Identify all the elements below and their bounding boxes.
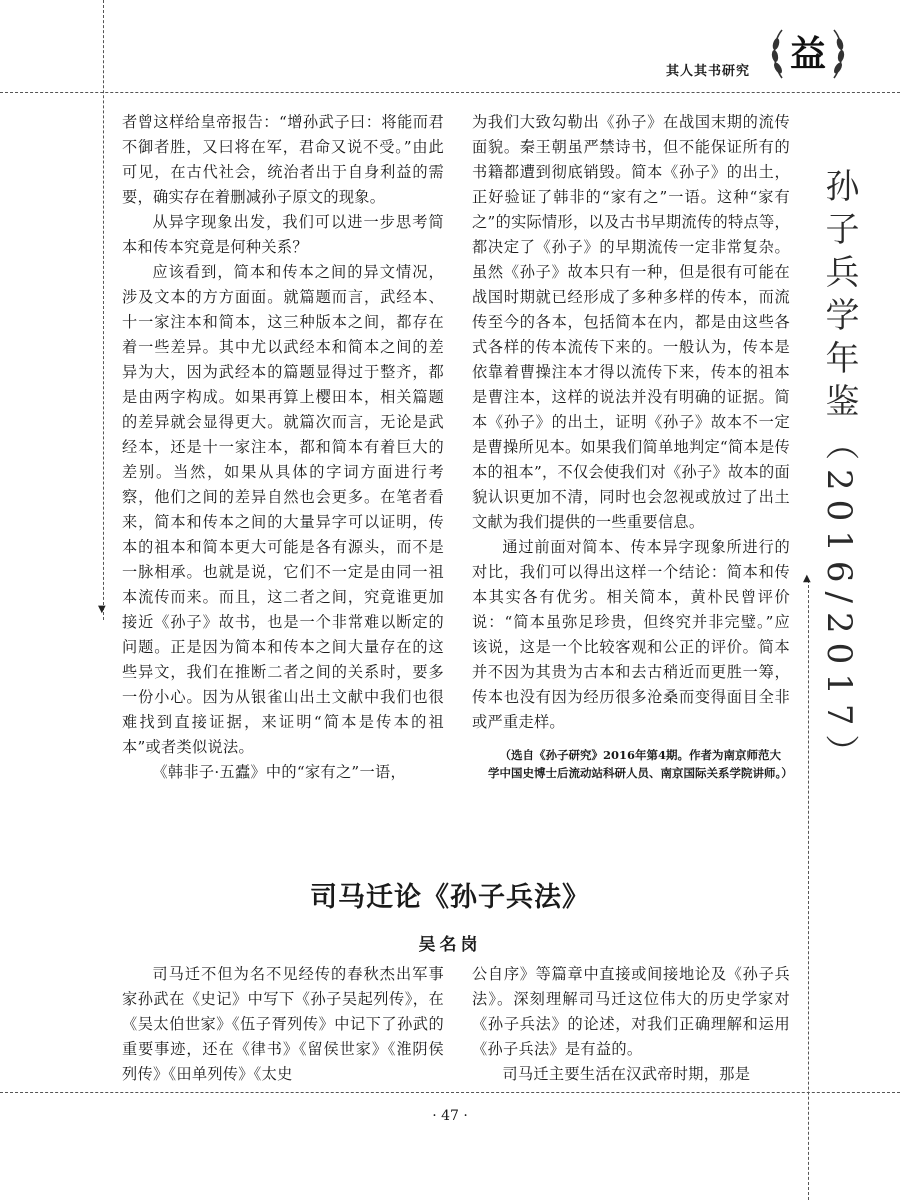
paragraph: 通过前面对简本、传本异字现象所进行的对比，我们可以得出这样一个结论：简本和传本其实各有优劣。相关简本，黄朴民曾评价说：“简本虽弥足珍贵，但终究并非完璧。”应该说，这是一个比较客观和公正的评价。简本并不因为其贵为古本和去古稍近而更胜一筹，传本也没有因为经历很多沧桑而变得面目全非或严重走样。 [472,538,790,731]
yearbook-logo [768,20,848,84]
paragraph: 司马迁主要生活在汉武帝时期，那是 [502,1065,751,1083]
source-note: （选自《孙子研究》2016年第4期。作者为南京师范大学中国史博士后流动站科研人员、南京国际关系学院讲师。） [488,748,793,780]
paragraph: 为我们大致勾勒出《孙子》在战国末期的流传面貌。秦王朝虽严禁诗书，但不能保证所有的书籍都遭到彻底销毁。简本《孙子》的出土，正好验证了韩非的“家有之”一语。这种“家有之”的实际情形，以及古书早期流传的特点等，都决定了《孙子》的早期流传一定非常复杂。虽然《孙子》故本只有一种，但是很有可能在战国时期就已经形成了多种多样的传本，而流传至今的各本，包括简本在内，都是由这些各式各样的传本流传下来的。一般认为，传本是依靠着曹操注本才得以流传下来，传本的祖本是曹注本，这样的说法并没有明确的证据。简本《孙子》的出土，证明《孙子》故本不一定是曹操所见本。如果我们简单地判定“简本是传本的祖本”，不仅会使我们对《孙子》故本的面貌认识更加不清，同时也会忽视或放过了出土文献为我们提供的一些重要信息。 [472,113,790,531]
paragraph: 《韩非子·五蠹》中的“家有之”一语， [152,763,406,781]
article1-right-column [472,110,790,735]
article1-left-column [122,110,444,785]
paragraph: 者曾这样给皇帝报告：“增孙武子曰：将能而君不御者胜，又曰将在军，君命又说不受。”由此可见，在古代社会，统治者出于自身利益的需要，确实存在着删减孙子原文的现象。 [122,113,444,206]
page-number: · 47 · [432,1108,468,1124]
paragraph: 应该看到，简本和传本之间的异文情况，涉及文本的方方面面。就篇题而言，武经本、十一家注本和简本，这三种版本之间，都存在着一些差异。其中尤以武经本和简本之间的差异为大，因为武经本的篇题显得过于整齐，都是由两字构成。如果再算上樱田本，相关篇题的差异就会显得更大。就篇次而言，无论是武经本，还是十一家注本，都和简本有着巨大的差别。当然，如果从具体的字词方面进行考察，他们之间的差异自然也会更多。在笔者看来，简本和传本之间的大量异字可以证明，传本的祖本和简本更大可能是各有源头，而不是一脉相承。也就是说，它们不一定是由同一祖本流传而来。而且，这二者之间，究竟谁更加接近《孙子》故书，也是一个非常难以断定的问题。正是因为简本和传本之间大量存在的这些异文，我们在推断二者之间的关系时，要多一份小心。因为从银雀山出土文献中我们也很难找到直接证据，来证明“简本是传本的祖本”或者类似说法。 [122,263,444,756]
section-label: 其人其书研究 [665,64,750,79]
left-dashed-rule [103,0,104,620]
up-arrow-icon: ▲ [803,573,811,584]
article2-left-column [122,962,444,1087]
journal-title: 孙子兵学年鉴（2016/2017） [819,168,859,778]
top-dashed-rule [0,92,900,93]
article2-right-column [472,962,790,1087]
article-title: 司马迁论《孙子兵法》 [310,882,590,913]
logo-glyph: 益 [789,33,827,75]
down-arrow-icon: ▼ [98,604,106,615]
paragraph: 公自序》等篇章中直接或间接地论及《孙子兵法》。深刻理解司马迁这位伟大的历史学家对《孙子兵法》的论述，对我们正确理解和运用《孙子兵法》是有益的。 [472,965,790,1058]
paragraph: 从异字现象出发，我们可以进一步思考简本和传本究竟是何种关系？ [122,213,444,256]
bottom-dashed-rule [0,1092,900,1093]
author-name: 吴名岗 [418,935,482,955]
paragraph: 司马迁不但为名不见经传的春秋杰出军事家孙武在《史记》中写下《孙子吴起列传》，在《吴太伯世家》《伍子胥列传》中记下了孙武的重要事迹，还在《律书》《留侯世家》《淮阴侯列传》《田单列传》《太史 [122,965,444,1083]
